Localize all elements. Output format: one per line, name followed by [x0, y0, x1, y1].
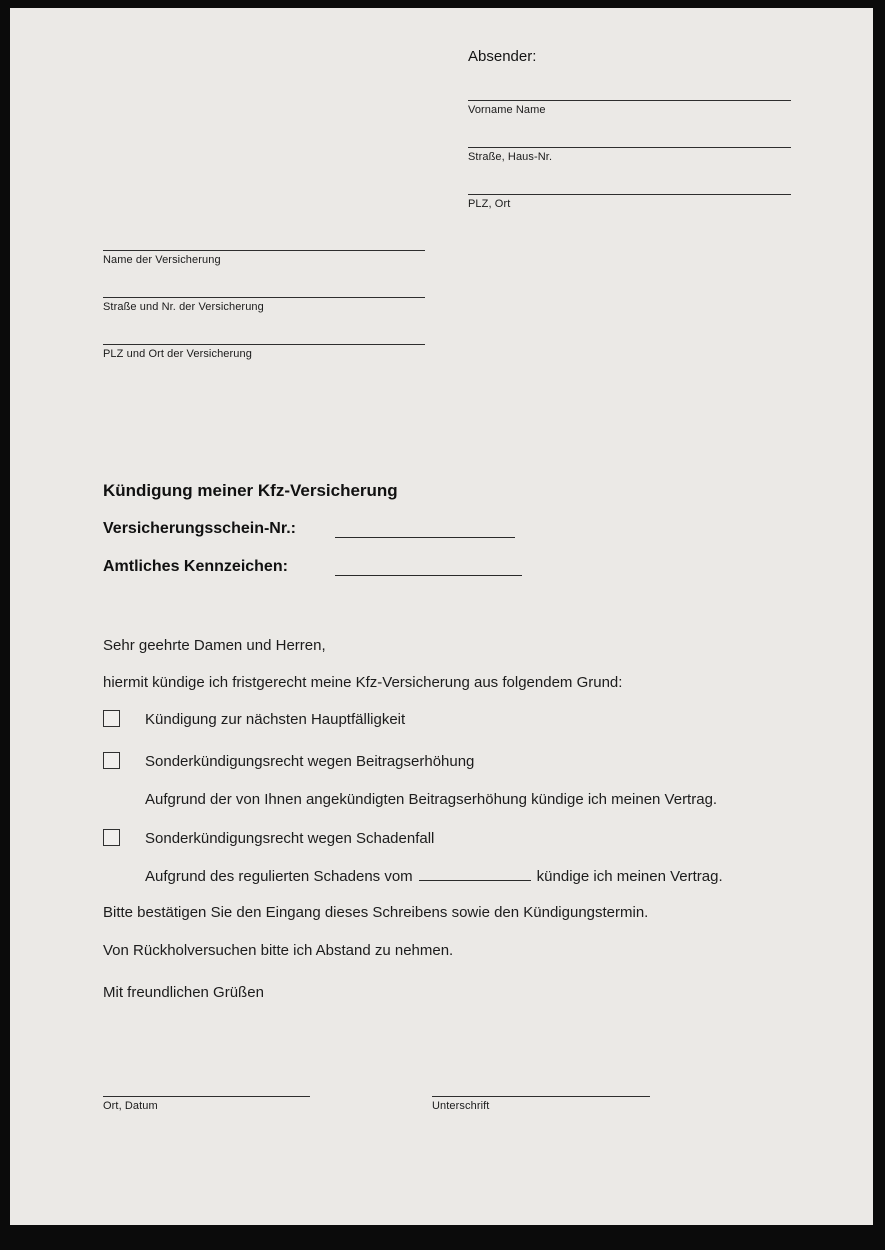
regards-line: Mit freundlichen Grüßen — [103, 984, 264, 1001]
recipient-field-street — [103, 297, 425, 313]
recipient-street-fill-line[interactable] — [103, 297, 425, 298]
recipient-field-city — [103, 344, 425, 360]
recipient-street-label: Straße und Nr. der Versicherung — [103, 301, 264, 313]
policy-number-blank[interactable] — [335, 537, 515, 538]
checkbox-schadenfall[interactable] — [103, 829, 120, 846]
place-date-label: Ort, Datum — [103, 1100, 158, 1112]
signature-field — [432, 1096, 650, 1112]
schadenfall-detail-before: Aufgrund des regulierten Schadens vom — [145, 868, 413, 885]
license-plate-blank[interactable] — [335, 575, 522, 576]
recipient-field-name — [103, 250, 425, 266]
sender-name-label: Vorname Name — [468, 104, 546, 116]
sender-name-fill-line[interactable] — [468, 100, 791, 101]
subject-line: Kündigung meiner Kfz-Versicherung — [103, 481, 398, 500]
recipient-city-fill-line[interactable] — [103, 344, 425, 345]
option-row-schadenfall — [103, 830, 434, 848]
sender-field-street — [468, 147, 791, 163]
place-date-fill-line[interactable] — [103, 1096, 310, 1097]
policy-number-row — [103, 520, 803, 538]
sender-street-label: Straße, Haus-Nr. — [468, 151, 553, 163]
no-retention-line: Von Rückholversuchen bitte ich Abstand zu nehmen. — [103, 942, 454, 959]
sender-title: Absender: — [468, 48, 537, 65]
sender-field-name — [468, 100, 791, 116]
recipient-name-label: Name der Versicherung — [103, 254, 221, 266]
signature-place-date — [103, 1096, 310, 1112]
option-detail-schadenfall — [145, 868, 723, 885]
checkbox-beitragserhoehung[interactable] — [103, 752, 120, 769]
sender-block — [468, 48, 791, 210]
sender-field-city — [468, 194, 791, 210]
letter-page — [10, 8, 873, 1225]
license-plate-label: Amtliches Kennzeichen: — [103, 558, 288, 575]
confirm-line: Bitte bestätigen Sie den Eingang dieses Schreibens sowie den Kündigungstermin. — [103, 904, 649, 921]
schadenfall-date-blank[interactable] — [419, 868, 531, 881]
recipient-name-fill-line[interactable] — [103, 250, 425, 251]
signature-fill-line[interactable] — [432, 1096, 650, 1097]
option-row-hauptfaelligkeit — [103, 711, 405, 729]
checkbox-hauptfaelligkeit[interactable] — [103, 710, 120, 727]
schadenfall-detail-after: kündige ich meinen Vertrag. — [536, 868, 723, 885]
sender-city-fill-line[interactable] — [468, 194, 791, 195]
sender-city-label: PLZ, Ort — [468, 198, 511, 210]
policy-number-label: Versicherungsschein-Nr.: — [103, 520, 296, 537]
intro-line: hiermit kündige ich fristgerecht meine Kfz-Versicherung aus folgendem Grund: — [103, 674, 623, 691]
sender-street-fill-line[interactable] — [468, 147, 791, 148]
option-label-schadenfall: Sonderkündigungsrecht wegen Schadenfall — [145, 830, 435, 847]
recipient-city-label: PLZ und Ort der Versicherung — [103, 348, 252, 360]
signature-label: Unterschrift — [432, 1100, 490, 1112]
option-detail-beitragserhoehung: Aufgrund der von Ihnen angekündigten Beitragserhöhung kündige ich meinen Vertrag. — [145, 791, 718, 808]
option-label-hauptfaelligkeit: Kündigung zur nächsten Hauptfälligkeit — [145, 711, 406, 728]
option-label-beitragserhoehung: Sonderkündigungsrecht wegen Beitragserhöhung — [145, 753, 475, 770]
salutation: Sehr geehrte Damen und Herren, — [103, 637, 326, 654]
license-plate-row — [103, 558, 803, 576]
option-row-beitragserhoehung — [103, 753, 474, 771]
